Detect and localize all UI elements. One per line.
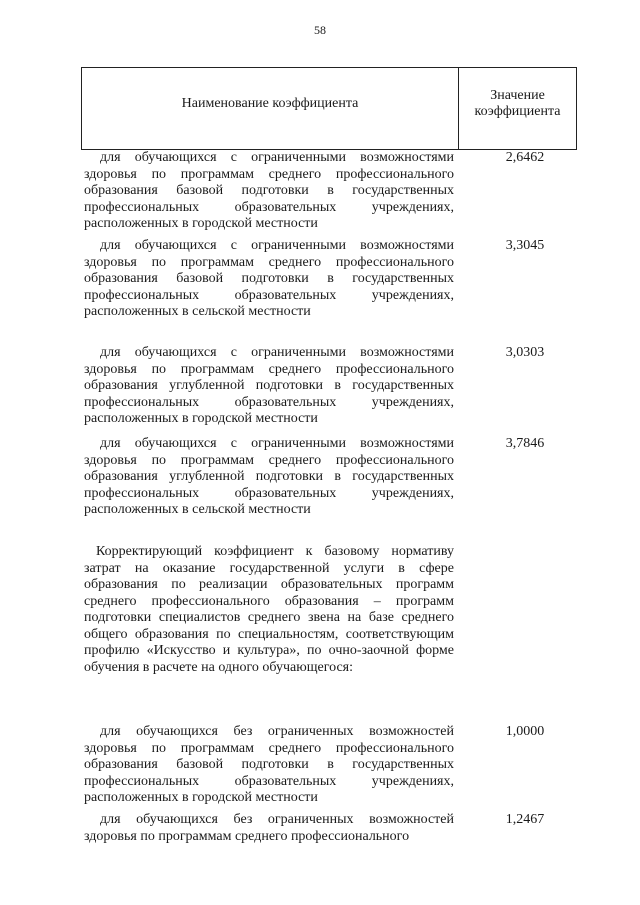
- table-header: [81, 67, 577, 150]
- page-number: 58: [314, 23, 326, 37]
- coefficient-value: 3,7846: [505, 436, 545, 451]
- coefficient-value: 3,0303: [505, 345, 545, 360]
- coefficient-value: 2,6462: [505, 150, 545, 165]
- coefficient-description: для обучающихся с ограниченными возможностями здоровья по программам среднего профессионального образования углубленной подготовки в государственных профессиональных образовательных учреждениях, расположенных в сельской местности: [84, 436, 454, 517]
- coefficient-value: 3,3045: [505, 238, 545, 253]
- coefficient-value: 1,0000: [505, 724, 545, 739]
- coefficient-description: для обучающихся без ограниченных возможностей здоровья по программам среднего профессионального образования базовой подготовки в государственных профессиональных образовательных учреждениях, расположенных в городской местности: [84, 724, 454, 805]
- coefficient-description: для обучающихся с ограниченными возможностями здоровья по программам среднего профессионального образования базовой подготовки в государственных профессиональных образовательных учреждениях, расположенных в городской местности: [84, 150, 454, 231]
- coefficient-description: для обучающихся без ограниченных возможностей здоровья по программам среднего профессионального: [84, 812, 454, 844]
- coefficient-description: для обучающихся с ограниченными возможностями здоровья по программам среднего профессионального образования углубленной подготовки в государственных профессиональных образовательных учреждениях, расположенных в городской местности: [84, 345, 454, 426]
- column-header-value-line2: коэффициента: [474, 104, 561, 119]
- section-heading-text: Корректирующий коэффициент к базовому нормативу затрат на оказание государственной услуги в сфере образования по реализации образовательных программ среднего профессионального образования – программ подготовки специалистов среднего звена на базе среднего общего образования по специальностям, соответствующим профилю «Искусство и культура», по очно-заочной форме обучения в расчете на одного обучающегося:: [84, 544, 454, 675]
- column-header-name: Наименование коэффициента: [181, 96, 359, 111]
- coefficient-value: 1,2467: [505, 812, 545, 827]
- column-header-value: [459, 88, 576, 120]
- coefficient-description: для обучающихся с ограниченными возможностями здоровья по программам среднего профессионального образования базовой подготовки в государственных профессиональных образовательных учреждениях, расположенных в сельской местности: [84, 238, 454, 319]
- column-header-value-line1: Значение: [490, 88, 545, 103]
